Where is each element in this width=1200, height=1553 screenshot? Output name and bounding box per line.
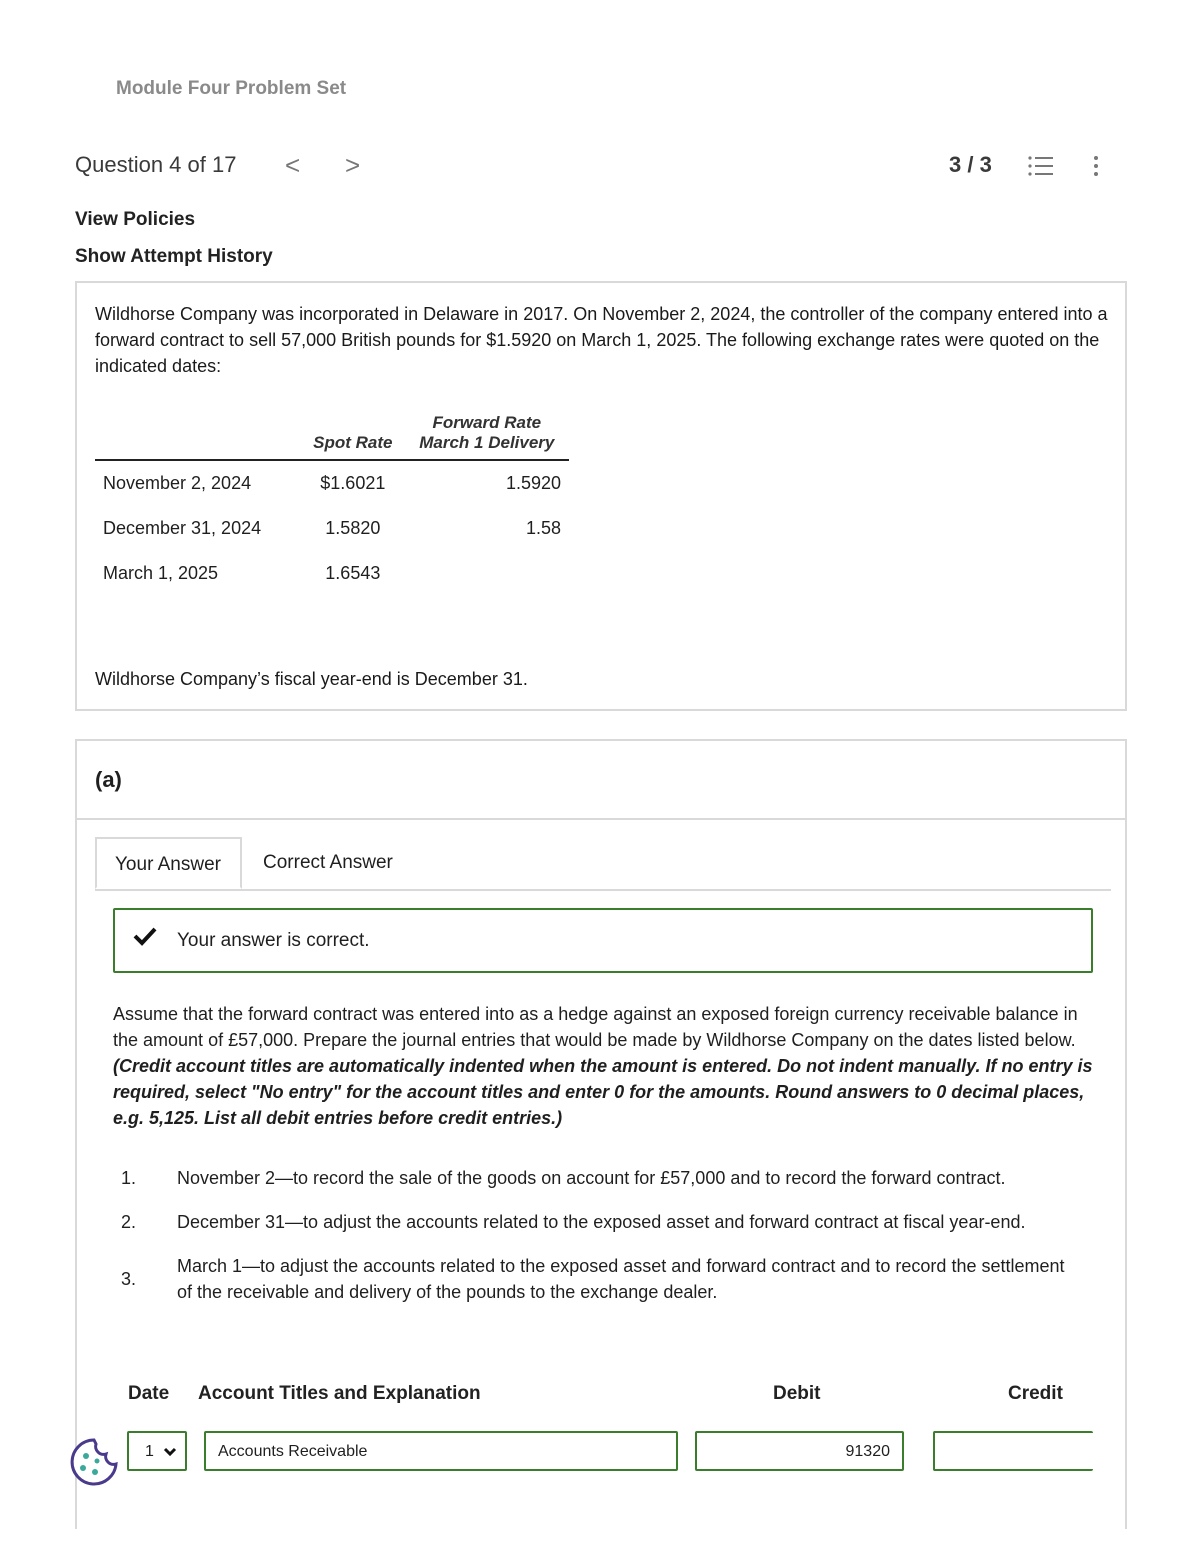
step-number: 1. bbox=[121, 1168, 137, 1188]
part-a-panel bbox=[75, 739, 1127, 1529]
step-text: December 31—to adjust the accounts related to the exposed asset and forward contract at fiscal year-end. bbox=[177, 1212, 1026, 1232]
part-instructions bbox=[113, 1001, 1098, 1131]
step-text: November 2—to record the sale of the goods on account for £57,000 and to record the forward contract. bbox=[177, 1168, 1006, 1188]
rate-date: March 1, 2025 bbox=[103, 563, 219, 583]
credit-input[interactable] bbox=[933, 1431, 1093, 1471]
tab-your-answer[interactable]: Your Answer bbox=[95, 837, 242, 889]
list-item bbox=[121, 1165, 1081, 1191]
spot-rate: $1.6021 bbox=[320, 473, 386, 493]
module-title: Module Four Problem Set bbox=[116, 78, 347, 99]
entry-steps-list bbox=[121, 1165, 1081, 1323]
table-row bbox=[95, 460, 569, 506]
rate-date: December 31, 2024 bbox=[103, 518, 262, 538]
account-title-value: Accounts Receivable bbox=[218, 1443, 368, 1460]
tab-correct-answer[interactable]: Correct Answer bbox=[263, 852, 393, 873]
forward-rate-header bbox=[405, 413, 569, 460]
forward-rate: 1.58 bbox=[525, 518, 561, 538]
previous-question-button[interactable]: < bbox=[285, 150, 301, 180]
list-item bbox=[121, 1209, 1081, 1235]
credit-column-header: Credit bbox=[1008, 1383, 1063, 1404]
score-display: 3 / 3 bbox=[949, 152, 992, 177]
checkmark-icon bbox=[133, 925, 157, 953]
date-column-header: Date bbox=[128, 1383, 170, 1404]
spot-rate: 1.5820 bbox=[325, 518, 381, 538]
question-list-icon[interactable] bbox=[1027, 154, 1055, 183]
chevron-down-icon bbox=[163, 1445, 177, 1463]
correct-message: Your answer is correct. bbox=[177, 930, 370, 951]
forward-rate: 1.5920 bbox=[505, 473, 561, 493]
spot-rate: 1.6543 bbox=[325, 563, 381, 583]
table-row bbox=[95, 506, 569, 551]
rate-date: November 2, 2024 bbox=[103, 473, 252, 493]
instructions-emphasis: (Credit account titles are automatically indented when the amount is entered. Do not indent manually. If no entry is required, select "No entry" for the account titles and enter 0 for the amounts. Round answers to 0 decimal places, e.g. 5,125. List all debit entries before credit entries.) bbox=[113, 1056, 1093, 1128]
forward-rate-header-line1: Forward Rate bbox=[432, 413, 542, 432]
forward-rate-header-line2: March 1 Delivery bbox=[419, 433, 555, 452]
step-text: March 1—to adjust the accounts related to the exposed asset and forward contract and to record the settlement of the receivable and delivery of the pounds to the exchange dealer. bbox=[177, 1256, 1065, 1302]
date-select-value: 1 bbox=[145, 1443, 154, 1460]
date-select[interactable] bbox=[127, 1431, 187, 1471]
problem-statement bbox=[75, 281, 1127, 711]
next-question-button[interactable]: > bbox=[345, 150, 361, 180]
question-counter: Question 4 of 17 bbox=[75, 152, 237, 177]
instructions-text: Assume that the forward contract was entered into as a hedge against an exposed foreign currency receivable balance in the amount of £57,000. Prepare the journal entries that would be made by Wildhorse Company on the dates listed below. bbox=[113, 1004, 1078, 1050]
step-number: 2. bbox=[121, 1212, 137, 1232]
more-options-icon[interactable] bbox=[1091, 154, 1101, 183]
debit-column-header: Debit bbox=[773, 1383, 821, 1404]
forward-rate bbox=[405, 551, 569, 596]
fiscal-year-note: Wildhorse Company’s fiscal year-end is December 31. bbox=[95, 669, 528, 689]
part-label: (a) bbox=[95, 767, 122, 792]
debit-input[interactable] bbox=[695, 1431, 904, 1471]
problem-text: Wildhorse Company was incorporated in Delaware in 2017. On November 2, 2024, the controller of the company entered into a forward contract to sell 57,000 British pounds for $1.5920 on March 1, 2025. The following exchange rates were quoted on the indicated dates: bbox=[95, 304, 1108, 376]
correct-answer-banner bbox=[113, 908, 1093, 973]
spot-rate-header: Spot Rate bbox=[301, 413, 405, 460]
view-policies-link[interactable]: View Policies bbox=[75, 209, 196, 230]
answer-tabs bbox=[95, 837, 1111, 891]
step-number: 3. bbox=[121, 1269, 137, 1289]
account-title-input[interactable] bbox=[204, 1431, 678, 1471]
account-column-header: Account Titles and Explanation bbox=[198, 1383, 481, 1404]
debit-value: 91320 bbox=[845, 1443, 890, 1460]
cookie-settings-icon[interactable] bbox=[68, 1436, 120, 1493]
show-attempt-history-link[interactable]: Show Attempt History bbox=[75, 246, 273, 267]
part-header bbox=[77, 741, 1125, 820]
list-item bbox=[121, 1253, 1081, 1305]
table-row bbox=[95, 551, 569, 596]
question-nav bbox=[75, 150, 1115, 182]
exchange-rate-table bbox=[95, 413, 569, 596]
